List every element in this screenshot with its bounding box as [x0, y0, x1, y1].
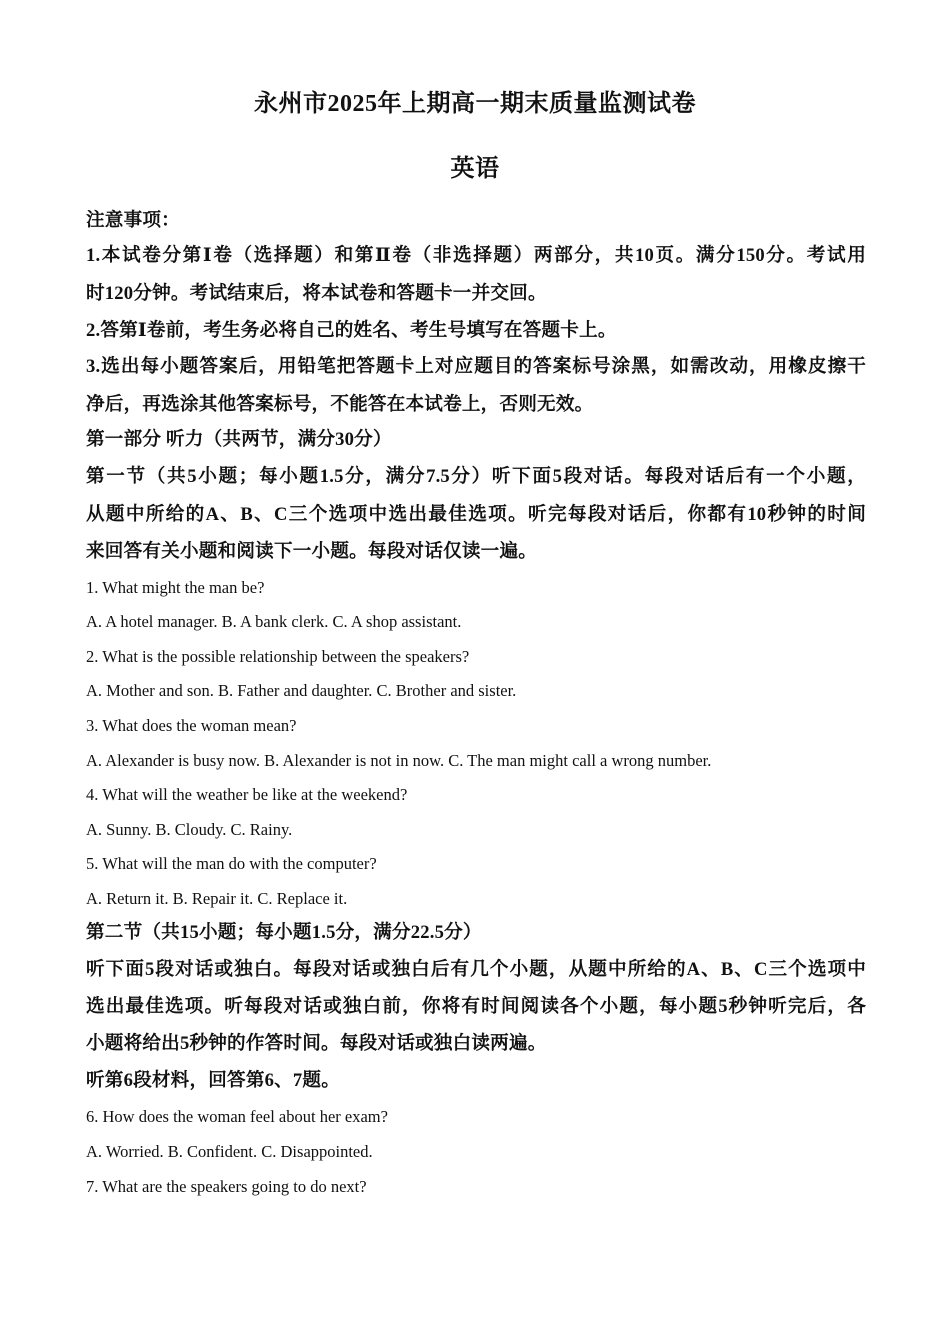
question-4: 4. What will the weather be like at the weekend? — [86, 785, 408, 804]
notes-item-3-line-2: 净后，再选涂其他答案标号，不能答在本试卷上，否则无效。 — [86, 394, 594, 415]
question-4-options: A. Sunny. B. Cloudy. C. Rainy. — [86, 820, 293, 839]
question-6: 6. How does the woman feel about her exam? — [86, 1107, 388, 1126]
question-5: 5. What will the man do with the computer? — [86, 854, 377, 873]
notes-item-3-line-1: 3.选出每小题答案后，用铅笔把答题卡上对应题目的答案标号涂黑，如需改动，用橡皮擦干 — [86, 356, 866, 377]
section2-instruction-line-2: 选出最佳选项。听每段对话或独白前，你将有时间阅读各个小题，每小题5秒钟听完后，各 — [86, 996, 866, 1017]
section2-instruction-line-1: 听下面5段对话或独白。每段对话或独白后有几个小题，从题中所给的A、B、C三个选项中 — [86, 959, 866, 980]
material-6-heading: 听第6段材料，回答第6、7题。 — [86, 1070, 341, 1091]
question-5-options: A. Return it. B. Repair it. C. Replace it. — [86, 889, 348, 908]
notes-item-1-line-2: 时120分钟。考试结束后，将本试卷和答题卡一并交回。 — [86, 283, 547, 304]
notes-heading: 注意事项： — [86, 210, 180, 231]
question-3: 3. What does the woman mean? — [86, 716, 297, 735]
part1-heading: 第一部分 听力（共两节，满分30分） — [86, 429, 392, 450]
question-1-options: A. A hotel manager. B. A bank clerk. C. A shop assistant. — [86, 612, 462, 631]
question-1: 1. What might the man be? — [86, 578, 265, 597]
question-6-options: A. Worried. B. Confident. C. Disappointed. — [86, 1142, 373, 1161]
section1-instruction-line-1: 第一节（共5小题；每小题1.5分，满分7.5分）听下面5段对话。每段对话后有一个小题， — [86, 466, 866, 487]
section1-instruction-line-2: 从题中所给的A、B、C三个选项中选出最佳选项。听完每段对话后，你都有10秒钟的时间 — [86, 504, 866, 525]
section2-instruction-line-3: 小题将给出5秒钟的作答时间。每段对话或独白读两遍。 — [86, 1033, 547, 1054]
subject-title: 英语 — [450, 156, 500, 182]
notes-item-2: 2.答第Ⅰ卷前，考生务必将自己的姓名、考生号填写在答题卡上。 — [86, 320, 617, 341]
section1-instruction-line-3: 来回答有关小题和阅读下一小题。每段对话仅读一遍。 — [86, 541, 538, 562]
question-3-options: A. Alexander is busy now. B. Alexander is not in now. C. The man might call a wrong number. — [86, 751, 712, 770]
question-2: 2. What is the possible relationship between the speakers? — [86, 647, 470, 666]
exam-title: 永州市2025年上期高一期末质量监测试卷 — [254, 91, 696, 117]
question-7: 7. What are the speakers going to do next? — [86, 1177, 367, 1196]
section2-heading: 第二节（共15小题；每小题1.5分，满分22.5分） — [86, 922, 482, 943]
question-2-options: A. Mother and son. B. Father and daughter. C. Brother and sister. — [86, 681, 517, 700]
notes-item-1-line-1: 1.本试卷分第Ⅰ卷（选择题）和第Ⅱ卷（非选择题）两部分，共10页。满分150分。考试用 — [86, 245, 866, 266]
